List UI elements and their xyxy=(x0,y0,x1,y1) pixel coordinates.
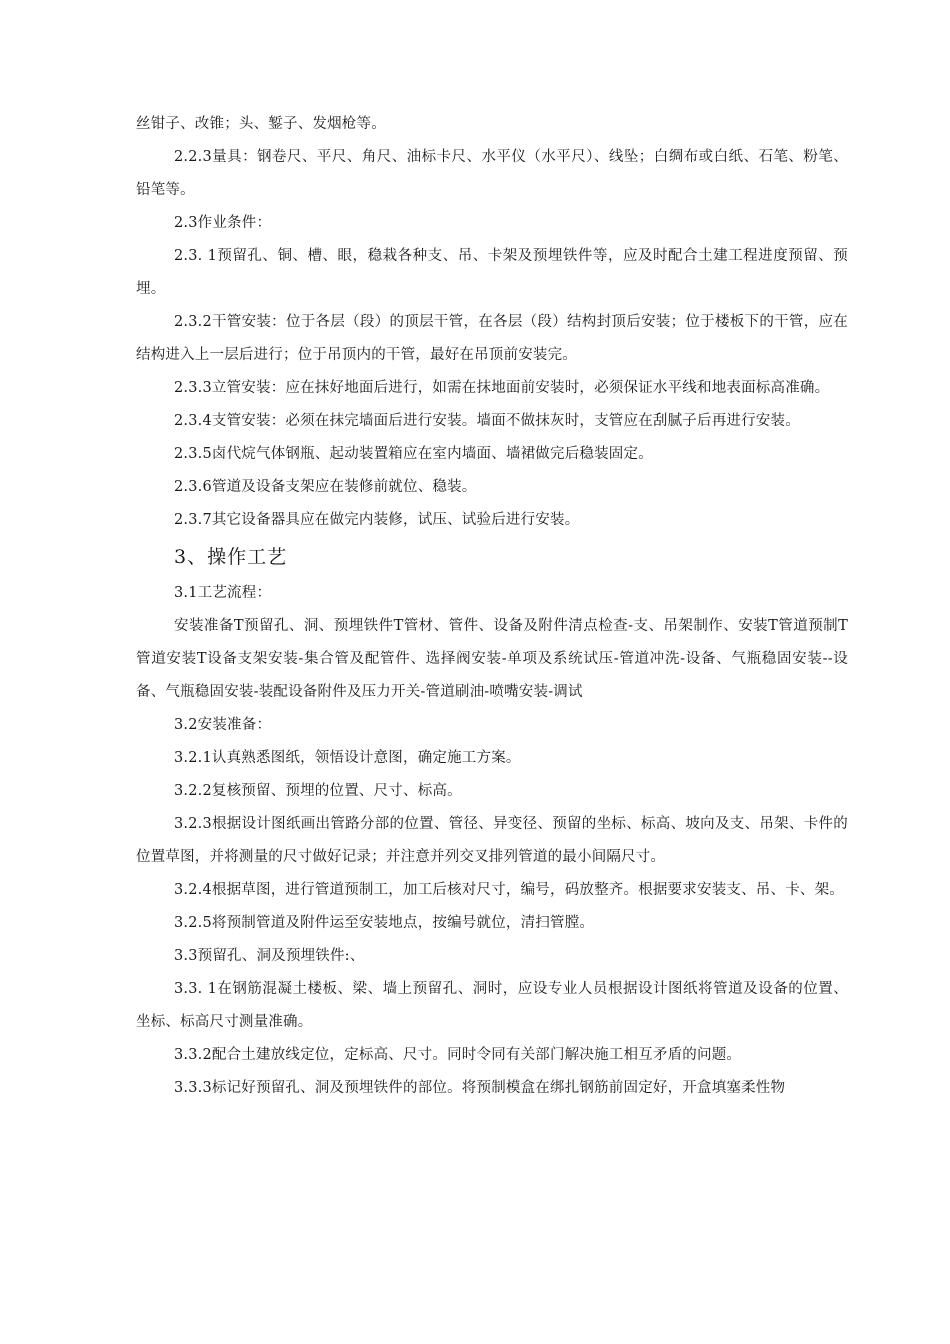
paragraph: 2.3.4支管安装：必须在抹完墙面后进行安装。墙面不做抹灰时，支管应在刮腻子后再进行安装。 xyxy=(174,413,800,429)
paragraph: 3.3.2配合土建放线定位，定标高、尺寸。同时令同有关部门解决施工相互矛盾的问题。 xyxy=(174,1047,742,1063)
paragraph: 2.3.7其它设备器具应在做完内装修，试压、试验后进行安装。 xyxy=(174,512,580,528)
paragraph: 3.2.2复核预留、预埋的位置、尺寸、标高。 xyxy=(174,783,462,799)
paragraph: 3.3. 1在钢筋混凝土楼板、梁、墙上预留孔、洞时，应设专业人员根据设计图纸将管道及设备的位置、坐标、标高尺寸测量准确。 xyxy=(136,981,848,1030)
paragraph: 3.1工艺流程： xyxy=(174,585,272,601)
paragraph: 2.3.3立管安装：应在抹好地面后进行，如需在抹地面前安装时，必须保证水平线和地表面标高准确。 xyxy=(174,380,830,396)
paragraph: 3.2安装准备： xyxy=(174,717,272,733)
paragraph: 2.2.3量具：钢卷尺、平尺、角尺、油标卡尺、水平仪（水平尺）、线坠；白绸布或白纸、石笔、粉笔、铅笔等。 xyxy=(136,149,848,198)
paragraph: 丝钳子、改锥；头、錾子、发烟枪等。 xyxy=(136,116,386,132)
paragraph: 2.3.6管道及设备支架应在装修前就位、稳装。 xyxy=(174,479,477,495)
paragraph: 2.3.2干管安装：位于各层（段）的顶层干管，在各层（段）结构封顶后安装；位于楼板下的干管，应在结构进入上一层后进行；位于吊顶内的干管，最好在吊顶前安装完。 xyxy=(136,314,848,363)
paragraph: 2.3.5卤代烷气体钢瓶、起动装置箱应在室内墙面、墙裙做完后稳装固定。 xyxy=(174,446,653,462)
paragraph: 3.3.3标记好预留孔、洞及预埋铁件的部位。将预制模盒在绑扎钢筋前固定好，开盒填塞柔性物 xyxy=(174,1080,786,1096)
paragraph: 3.2.4根据草图，进行管道预制工，加工后核对尺寸，编号，码放整齐。根据要求安装支、吊、卡、架。 xyxy=(174,882,844,898)
section-heading: 3、操作工艺 xyxy=(174,546,288,568)
paragraph: 2.3. 1预留孔、铜、槽、眼，稳栽各种支、吊、卡架及预埋铁件等，应及时配合土建工程进度预留、预埋。 xyxy=(136,248,848,297)
paragraph: 3.2.1认真熟悉图纸，领悟设计意图，确定施工方案。 xyxy=(174,750,521,766)
paragraph: 3.2.3根据设计图纸画出管路分部的位置、管径、异变径、预留的坐标、标高、坡向及支、吊架、卡件的位置草图，并将测量的尺寸做好记录；并注意并列交叉排列管道的最小间隔尺寸。 xyxy=(136,816,848,865)
paragraph: 3.2.5将预制管道及附件运至安装地点，按编号就位，清扫管膛。 xyxy=(174,915,595,931)
paragraph: 2.3作业条件： xyxy=(174,215,272,231)
paragraph: 安装准备T预留孔、洞、预埋铁件T管材、管件、设备及附件清点检查-支、吊架制作、安装T管道预制T管道安装T设备支架安装-集合管及配管件、选择阀安装-单项及系统试压-管道冲洗-设备、气瓶稳固安装--设备、气瓶稳固安装-装配设备附件及压力开关-管道刷油-喷嘴安装-调试 xyxy=(136,618,848,700)
paragraph: 3.3预留孔、洞及预埋铁件:、 xyxy=(174,948,365,964)
document-body xyxy=(136,108,848,1105)
